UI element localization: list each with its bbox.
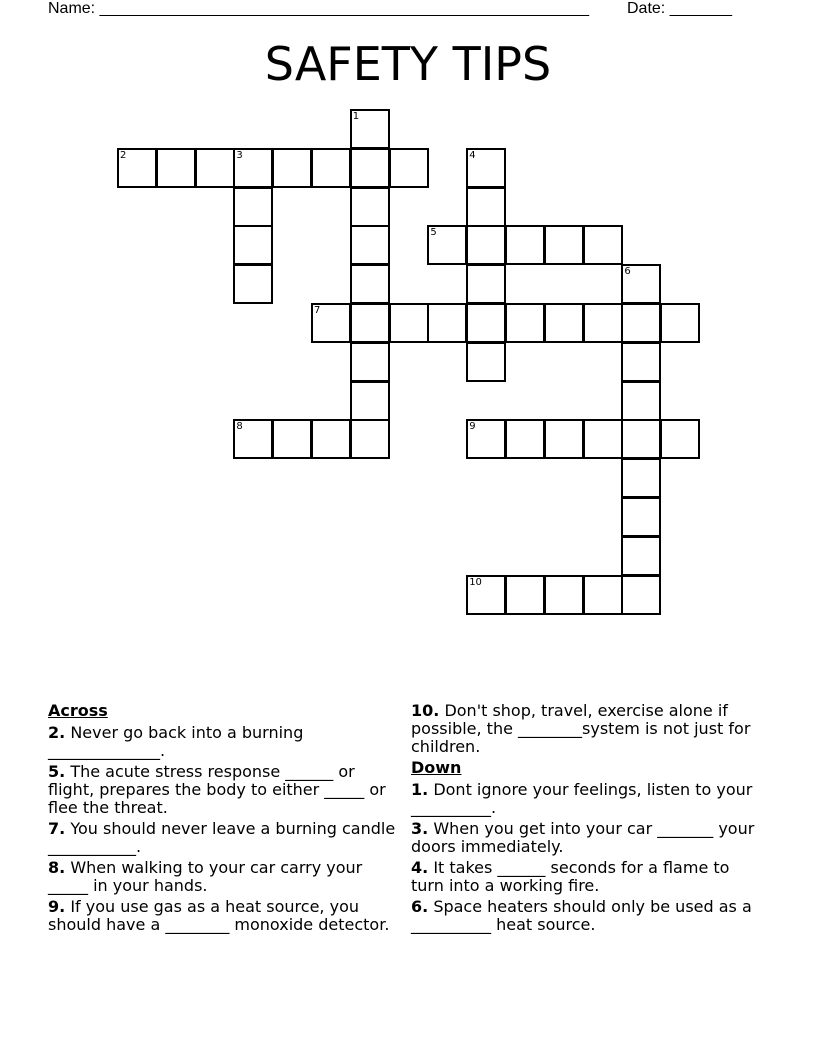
grid-cell[interactable] <box>233 148 273 188</box>
clue-across-10: 10. Don't shop, travel, exercise alone if possible, the ________system is not just for children. <box>411 701 751 756</box>
grid-cell[interactable] <box>427 303 467 343</box>
clue-across-2: 2. Never go back into a burning ______________. <box>48 723 304 760</box>
clue-number: 3 <box>236 149 243 161</box>
grid-cell[interactable] <box>621 381 661 421</box>
grid-cell[interactable] <box>466 187 506 227</box>
grid-cell[interactable] <box>350 225 390 265</box>
grid-cell[interactable] <box>350 187 390 227</box>
grid-cell[interactable] <box>466 342 506 382</box>
date-blank[interactable]: _______ <box>669 0 732 17</box>
grid-cell[interactable] <box>505 419 545 459</box>
clue-number: 6 <box>624 266 631 278</box>
grid-cell[interactable] <box>233 187 273 227</box>
grid-cell[interactable] <box>233 225 273 265</box>
clues-right-column <box>411 702 763 937</box>
grid-cell[interactable] <box>621 575 661 615</box>
name-label: Name: <box>48 0 96 17</box>
clue-number: 10 <box>469 576 482 588</box>
clue-number: 4 <box>469 149 476 161</box>
grid-cell[interactable] <box>350 148 390 188</box>
grid-cell[interactable] <box>621 264 661 304</box>
grid-cell[interactable] <box>466 148 506 188</box>
grid-cell[interactable] <box>505 303 545 343</box>
grid-cell[interactable] <box>311 303 351 343</box>
grid-cell[interactable] <box>156 148 196 188</box>
clues-left-column <box>48 702 398 937</box>
grid-cell[interactable] <box>466 303 506 343</box>
clue-down-4: 4. It takes ______ seconds for a flame to turn into a working fire. <box>411 858 730 895</box>
puzzle-title: SAFETY TIPS <box>264 37 552 91</box>
grid-cell[interactable] <box>621 303 661 343</box>
grid-cell[interactable] <box>583 303 623 343</box>
grid-cell[interactable] <box>544 419 584 459</box>
grid-cell[interactable] <box>466 225 506 265</box>
grid-cell[interactable] <box>621 536 661 576</box>
grid-cell[interactable] <box>350 419 390 459</box>
grid-cell[interactable] <box>621 419 661 459</box>
clue-down-1: 1. Dont ignore your feelings, listen to your __________. <box>411 780 753 817</box>
grid-cell[interactable] <box>544 575 584 615</box>
grid-cell[interactable] <box>660 303 700 343</box>
grid-cell[interactable] <box>544 303 584 343</box>
clue-number: 8 <box>236 421 243 433</box>
grid-cell[interactable] <box>389 303 429 343</box>
clue-across-7: 7. You should never leave a burning candle ___________. <box>48 819 396 856</box>
grid-cell[interactable] <box>311 148 351 188</box>
grid-cell[interactable] <box>195 148 235 188</box>
grid-cell[interactable] <box>466 419 506 459</box>
date-label: Date: <box>627 0 666 17</box>
clue-down-6: 6. Space heaters should only be used as a __________ heat source. <box>411 897 752 934</box>
grid-cell[interactable] <box>350 264 390 304</box>
clue-down-3: 3. When you get into your car _______ your doors immediately. <box>411 819 755 856</box>
grid-cell[interactable] <box>350 109 390 149</box>
clue-number: 1 <box>352 111 360 122</box>
grid-cell[interactable] <box>466 575 506 615</box>
down-heading: Down <box>411 758 462 777</box>
grid-cell[interactable] <box>389 148 429 188</box>
grid-cell[interactable] <box>233 419 273 459</box>
grid-cell[interactable] <box>427 225 467 265</box>
clue-across-9: 9. If you use gas as a heat source, you should have a ________ monoxide detector. <box>48 897 390 934</box>
grid-cell[interactable] <box>350 303 390 343</box>
grid-cell[interactable] <box>272 419 312 459</box>
grid-cell[interactable] <box>272 148 312 188</box>
clue-number: 9 <box>469 421 476 433</box>
grid-cell[interactable] <box>233 264 273 304</box>
across-heading: Across <box>48 701 108 720</box>
grid-cell[interactable] <box>583 225 623 265</box>
grid-cell[interactable] <box>660 419 700 459</box>
grid-cell[interactable] <box>350 342 390 382</box>
grid-cell[interactable] <box>466 264 506 304</box>
grid-cell[interactable] <box>583 419 623 459</box>
grid-cell[interactable] <box>505 225 545 265</box>
clue-across-8: 8. When walking to your car carry your _____ in your hands. <box>48 858 363 895</box>
name-blank[interactable]: _______________________________________________________ <box>99 0 589 17</box>
grid-cell[interactable] <box>311 419 351 459</box>
grid-cell[interactable] <box>350 381 390 421</box>
clue-across-5: 5. The acute stress response ______ or flight, prepares the body to either _____ or flee the threat. <box>48 762 386 817</box>
grid-cell[interactable] <box>621 342 661 382</box>
clue-number: 5 <box>430 227 437 239</box>
grid-cell[interactable] <box>621 497 661 537</box>
clue-number: 7 <box>314 305 321 316</box>
clue-number: 2 <box>120 149 127 161</box>
grid-cell[interactable] <box>117 148 157 188</box>
grid-cell[interactable] <box>621 458 661 498</box>
grid-cell[interactable] <box>544 225 584 265</box>
grid-cell[interactable] <box>505 575 545 615</box>
grid-cell[interactable] <box>583 575 623 615</box>
